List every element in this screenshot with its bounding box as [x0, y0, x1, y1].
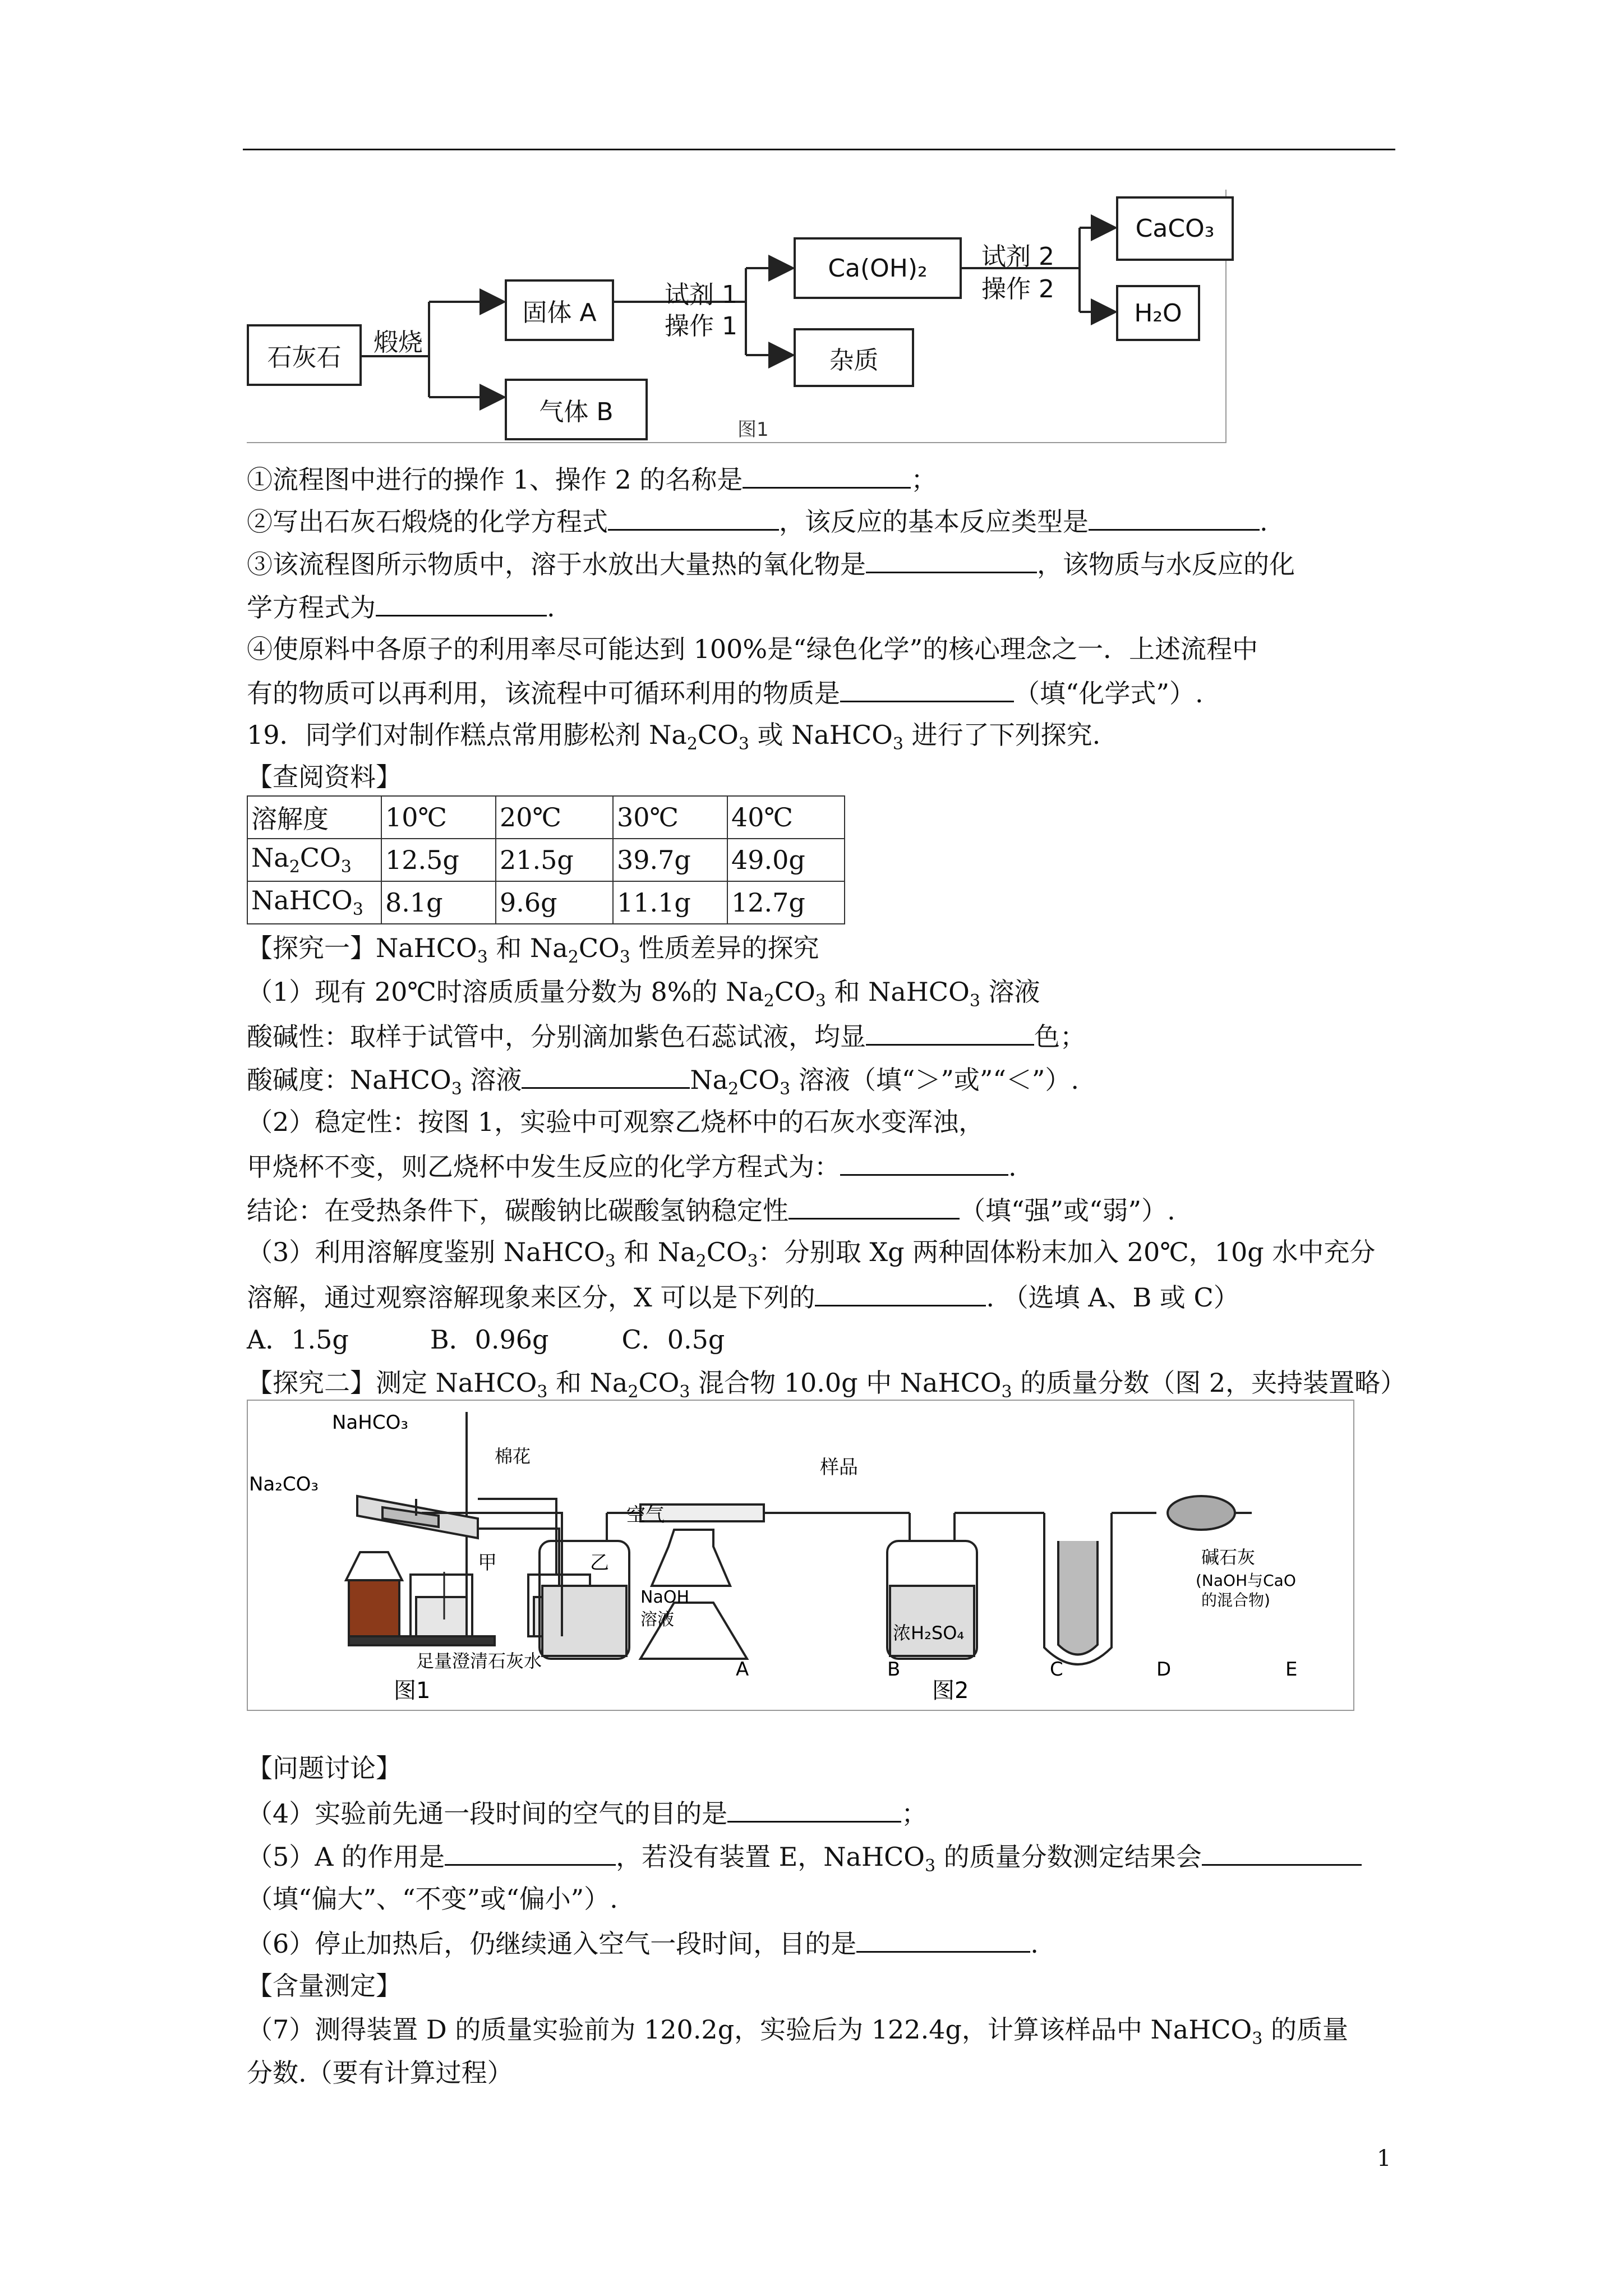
fig2-cotton-label: 棉花	[495, 1446, 531, 1467]
figure1-caption: 图1	[737, 418, 769, 441]
q5-hint: （填“偏大”、“不变”或“偏小”）.	[247, 1884, 618, 1914]
fig2-limewater-label: 足量澄清石灰水	[416, 1650, 542, 1672]
fig2-na2co3-label: Na₂CO₃	[249, 1473, 319, 1496]
q5-line: （5）A 的作用是 ，若没有装置 E，NaHCO$_3$ 的质量分数测定结果会	[247, 1838, 1362, 1883]
measure-heading: 【含量测定】	[247, 1971, 402, 2001]
discussion-heading: 【问题讨论】	[247, 1753, 402, 1783]
fig2-naoh-label: NaOH	[640, 1588, 689, 1607]
solubility-table	[247, 795, 845, 924]
gas-b-box: 气体 B	[505, 379, 648, 440]
page-number: 1	[1377, 2146, 1391, 2171]
exp1-p1: （1）现有 20℃时溶质质量分数为 8%的 $Na_2CO_3$ 和 NaHCO$_3$ 溶液	[247, 977, 1040, 1011]
fig2-caption2: 图2	[932, 1678, 969, 1704]
q18-line4: 学方程式为 .	[247, 589, 555, 624]
exp1-p2: 酸碱性：取样于试管中，分别滴加紫色石蕊试液，均显 色；	[247, 1018, 1086, 1053]
table-cell: 20℃	[496, 796, 613, 839]
fig2-yi-label: 乙	[590, 1552, 609, 1574]
exp1-p4: （2）稳定性：按图 1，实验中可观察乙烧杯中的石灰水变浑浊，	[247, 1107, 985, 1137]
table-cell: 40℃	[727, 796, 845, 839]
flowchart-figure	[247, 190, 1227, 443]
table-cell: 30℃	[613, 796, 727, 839]
q6-line: （6）停止加热后，仍继续通入空气一段时间，目的是 .	[247, 1925, 1039, 1961]
fig2-label-c: C	[1050, 1658, 1063, 1681]
table-cell: 12.5g	[381, 839, 496, 881]
exp1-p7: （3）利用溶解度鉴别 NaHCO$_3$ 和 $Na_2CO_3$：分别取 Xg 两种固体粉末加入 20℃，10g 水中充分	[247, 1237, 1376, 1272]
q7-line2: 分数.（要有计算过程）	[247, 2058, 513, 2088]
op1-label: 操作 1	[665, 312, 737, 341]
table-cell: 49.0g	[727, 839, 845, 881]
table-cell: 21.5g	[496, 839, 613, 881]
table-row	[247, 881, 845, 924]
q7-line1: （7）测得装置 D 的质量实验前为 120.2g，实验后为 122.4g，计算该样品中 NaHCO$_3$ 的质量	[247, 2014, 1348, 2049]
exp2-heading: 【探究二】测定 NaHCO$_3$ 和 $Na_2CO_3$ 混合物 10.0g 中 NaHCO$_3$ 的质量分数（图 2，夹持装置略）	[247, 1368, 1407, 1402]
fig2-jia-label: 甲	[478, 1552, 497, 1574]
fig2-soda-lime-note1: (NaOH与CaO	[1196, 1571, 1296, 1590]
lookup-heading: 【查阅资料】	[247, 762, 402, 792]
option-b: B．0.96g	[430, 1324, 549, 1355]
caco3-box: CaCO₃	[1116, 196, 1234, 261]
fig2-label-d: D	[1156, 1658, 1172, 1681]
table-cell: 12.7g	[727, 881, 845, 924]
q18-line2: ②写出石灰石煅烧的化学方程式 ，该反应的基本反应类型是 .	[247, 503, 1268, 539]
fig2-label-e: E	[1285, 1658, 1298, 1681]
fig2-air-label: 空气	[626, 1504, 665, 1526]
apparatus-drawing	[248, 1401, 1353, 1710]
fig2-nahco3-label: NaHCO₃	[332, 1411, 408, 1434]
table-cell: 溶解度	[247, 796, 381, 839]
impurity-box: 杂质	[794, 328, 914, 387]
exp1-options	[247, 1323, 725, 1356]
table-cell: 8.1g	[381, 881, 496, 924]
fig2-label-a: A	[736, 1658, 749, 1681]
q18-line5: ④使原料中各原子的利用率尽可能达到 100%是“绿色化学”的核心理念之一．上述流程中	[247, 634, 1258, 664]
apparatus-figure	[247, 1400, 1354, 1711]
exp1-p5: 甲烧杯不变，则乙烧杯中发生反应的化学方程式为： .	[247, 1148, 1017, 1184]
exp1-p3: 酸碱度：NaHCO$_3$ 溶液 $Na_2CO_3$ 溶液（填“＞”或”“＜”）.	[247, 1061, 1079, 1106]
fig2-caption1: 图1	[394, 1678, 431, 1704]
header-rule	[243, 149, 1395, 150]
fig2-label-b: B	[887, 1658, 901, 1681]
table-row	[247, 839, 845, 881]
table-cell: 10℃	[381, 796, 496, 839]
fig2-h2so4-label: 浓H₂SO₄	[893, 1622, 965, 1644]
reagent2-label: 试剂 2	[981, 242, 1054, 271]
table-cell: 11.1g	[613, 881, 727, 924]
q18-line1: ①流程图中进行的操作 1、操作 2 的名称是 ；	[247, 461, 937, 496]
fig2-soda-lime-label: 碱石灰	[1201, 1547, 1256, 1568]
limestone-box: 石灰石	[247, 324, 362, 386]
caoh2-box: Ca(OH)₂	[794, 237, 962, 299]
q4-line: （4）实验前先通一段时间的空气的目的是 ；	[247, 1795, 927, 1830]
fig2-soda-lime-note2: 的混合物)	[1201, 1591, 1270, 1609]
q18-line6: 有的物质可以再利用，该流程中可循环利用的物质是 （填“化学式”）.	[247, 675, 1204, 710]
table-cell: 39.7g	[613, 839, 727, 881]
table-cell: NaHCO$_3$	[247, 881, 381, 924]
table-cell: $Na_2CO_3$	[247, 839, 381, 881]
reagent1-label: 试剂 1	[665, 280, 737, 309]
calcine-label: 煅烧	[374, 328, 423, 357]
table-header-row	[247, 796, 845, 839]
option-c: C．0.5g	[621, 1324, 725, 1355]
exp1-heading: 【探究一】NaHCO$_3$ 和 $Na_2CO_3$ 性质差异的探究	[247, 933, 819, 968]
solid-a-box: 固体 A	[505, 279, 614, 341]
h2o-box: H₂O	[1116, 285, 1200, 341]
exp1-p8: 溶解，通过观察溶解现象来区分，X 可以是下列的 . （选填 A、B 或 C）	[247, 1279, 1239, 1314]
fig2-sample-label: 样品	[820, 1456, 858, 1479]
fig2-solution-label: 溶液	[640, 1610, 674, 1630]
table-cell: 9.6g	[496, 881, 613, 924]
option-a: A．1.5g	[247, 1324, 349, 1355]
exp1-p6: 结论：在受热条件下，碳酸钠比碳酸氢钠稳定性 （填“强”或“弱”）.	[247, 1192, 1175, 1227]
q19-intro: 19．同学们对制作糕点常用膨松剂 $Na_2CO_3$ 或 NaHCO$_3$ 进行了下列探究.	[247, 720, 1101, 754]
op2-label: 操作 2	[981, 275, 1054, 303]
q18-line3: ③该流程图所示物质中，溶于水放出大量热的氧化物是 ，该物质与水反应的化	[247, 546, 1295, 581]
